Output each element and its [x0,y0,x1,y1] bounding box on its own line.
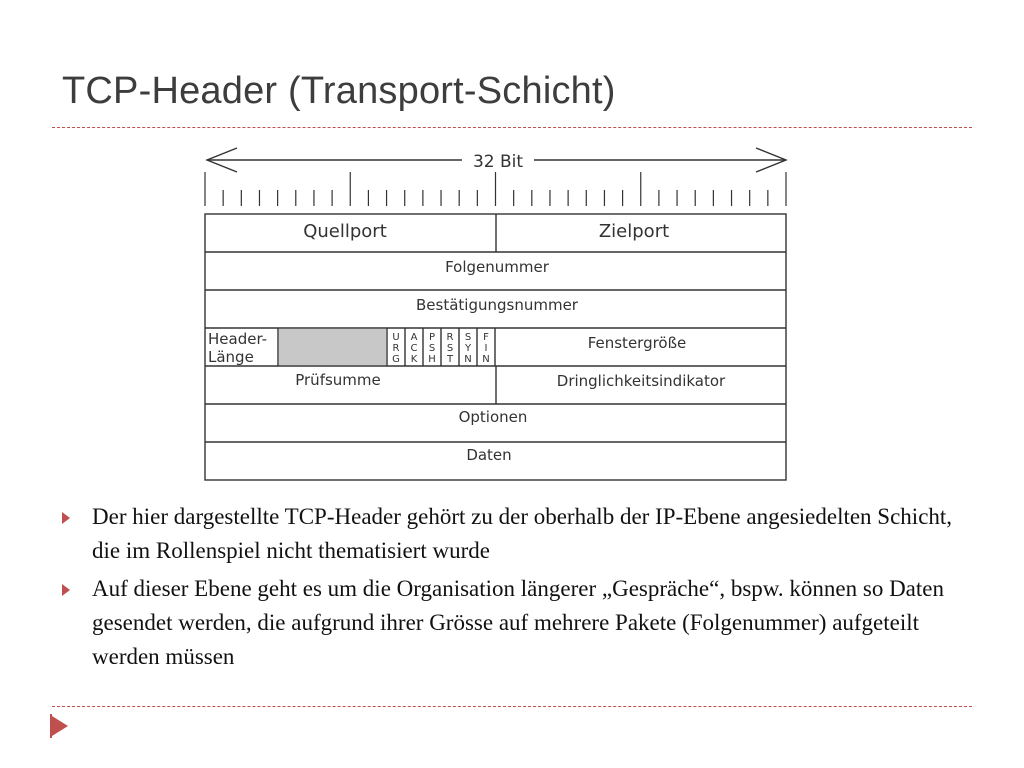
bullet-arrow-icon [62,512,70,524]
flag-letter: T [446,354,454,365]
footer-divider [52,706,972,707]
flag-letter: F [483,332,489,343]
field-header-laenge-line1: Header- [208,330,268,348]
flag-letter: G [392,354,400,365]
field-dringlichkeitsindikator: Dringlichkeitsindikator [556,372,726,390]
slide-corner-arrow-icon [50,714,70,738]
field-zielport: Zielport [598,221,670,242]
bullet-item [62,500,962,568]
field-bestaetigungsnummer: Bestätigungsnummer [416,296,578,314]
field-optionen: Optionen [458,408,528,426]
flag-letter: C [410,343,418,354]
flag-letter: Y [464,343,472,354]
flag-letter: A [410,332,418,343]
bullet-arrow-icon [62,584,70,596]
bullet-item [62,572,962,674]
flag-letter: R [446,332,454,343]
flag-letter: R [392,343,400,354]
flag-letter: H [428,354,436,365]
field-pruefsumme: Prüfsumme [295,371,381,389]
bullet-text: Der hier dargestellte TCP-Header gehört zu der oberhalb der IP-Ebene angesiedelten Schicht, die im Rollenspiel nicht thematisiert wurde [92,504,953,563]
flag-letter: K [410,354,418,365]
flag-letter: I [484,343,488,354]
flag-letter: P [428,332,436,343]
flag-letter: S [446,343,454,354]
bullet-text: Auf dieser Ebene geht es um die Organisation längerer „Gespräche“, bspw. können so Daten gesendet werden, die aufgrund ihrer Grösse auf mehrere Pakete (Folgenummer) aufgeteilt werden müssen [92,576,944,669]
field-fenstergroesse: Fenstergröße [587,334,687,352]
bullet-list [62,500,962,678]
slide-title: TCP-Header (Transport-Schicht) [62,70,616,112]
flag-letter: U [392,332,400,343]
bit-ruler [205,172,786,206]
flag-letter: N [482,354,490,365]
flag-letter: N [464,354,472,365]
flag-letter: S [428,343,436,354]
field-header-laenge-line2: Länge [208,348,254,366]
field-daten: Daten [466,446,512,464]
bit-width-label: 32 Bit [472,152,524,172]
field-quellport: Quellport [303,221,387,242]
field-folgenummer: Folgenummer [445,258,549,276]
reserved-bits [279,329,386,365]
flag-letter: S [464,332,472,343]
